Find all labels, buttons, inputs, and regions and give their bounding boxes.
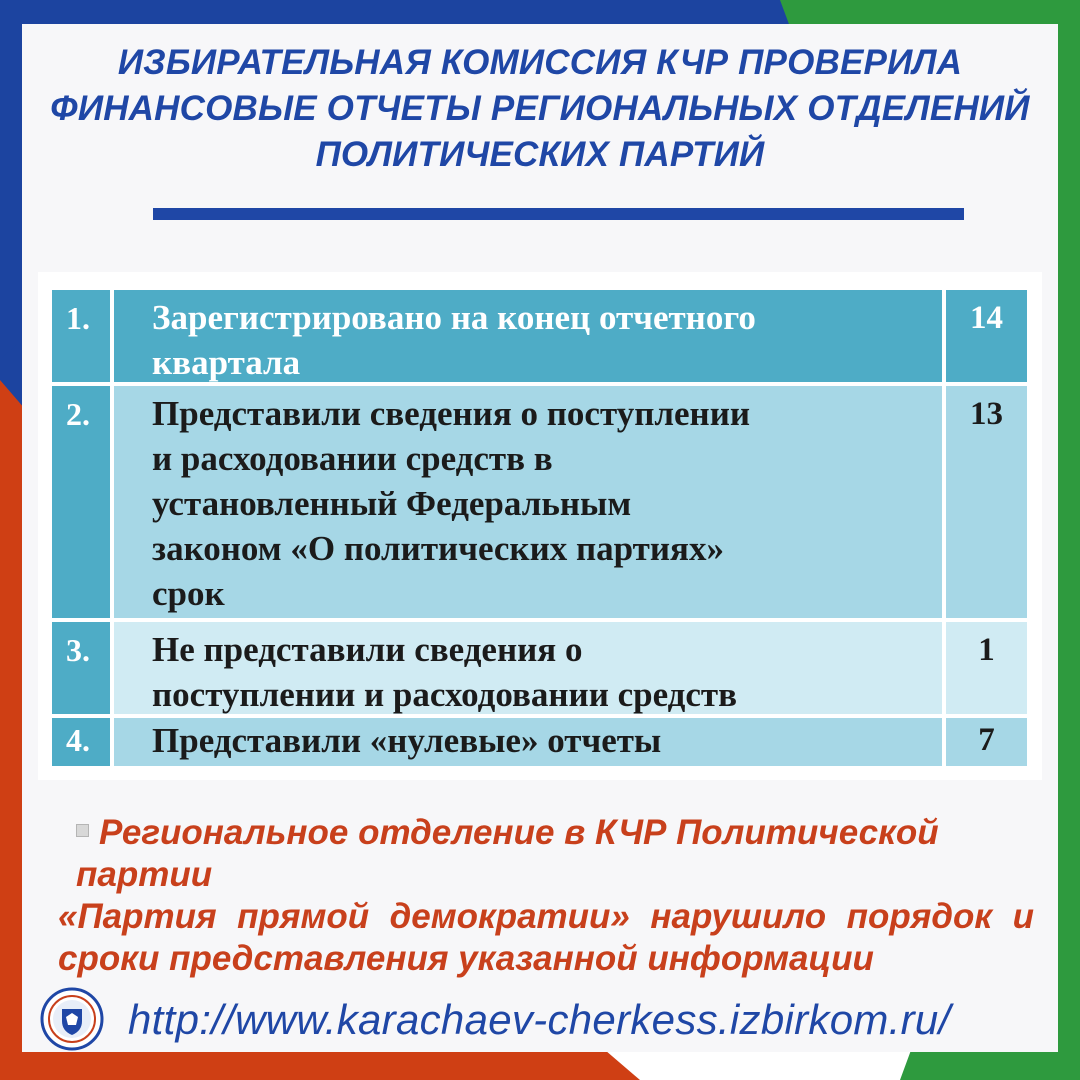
row-number-cell bbox=[52, 718, 110, 766]
website-link[interactable]: http://www.karachaev-cherkess.izbirkom.ru/ bbox=[128, 996, 951, 1043]
title-line-2: ФИНАНСОВЫЕ ОТЧЕТЫ РЕГИОНАЛЬНЫХ ОТДЕЛЕНИЙ bbox=[50, 89, 1030, 128]
row-number: 1. bbox=[66, 300, 90, 336]
row-number-cell bbox=[52, 622, 110, 714]
row-value-cell bbox=[946, 622, 1027, 714]
table-row bbox=[52, 386, 1027, 618]
violation-note bbox=[58, 812, 1034, 980]
row-number-cell bbox=[52, 386, 110, 618]
row-text-line: и расходовании средств в bbox=[152, 439, 553, 478]
row-text-cell bbox=[114, 622, 942, 714]
row-text bbox=[114, 386, 942, 616]
row-text-line: поступлении и расходовании средств bbox=[152, 675, 738, 714]
row-text-line: Представили «нулевые» отчеты bbox=[152, 721, 662, 760]
row-text-line: законом «О политических партиях» bbox=[152, 529, 724, 568]
table-row bbox=[52, 622, 1027, 714]
row-value-cell bbox=[946, 718, 1027, 766]
note-line-2: «Партия прямой демократии» нарушило порядок и bbox=[58, 897, 1034, 936]
table-row bbox=[52, 718, 1027, 766]
row-number: 3. bbox=[66, 632, 90, 668]
row-text-line: срок bbox=[152, 574, 225, 613]
row-number-cell bbox=[52, 290, 110, 382]
table-row bbox=[52, 290, 1027, 382]
row-value-cell bbox=[946, 386, 1027, 618]
row-text-cell bbox=[114, 290, 942, 382]
row-value: 14 bbox=[970, 300, 1003, 336]
title-line-1: ИЗБИРАТЕЛЬНАЯ КОМИССИЯ КЧР ПРОВЕРИЛА bbox=[117, 43, 963, 82]
row-text bbox=[114, 718, 942, 763]
bullet-icon bbox=[76, 824, 89, 837]
row-text-line: Не представили сведения о bbox=[152, 630, 583, 669]
row-text-line: квартала bbox=[152, 343, 301, 382]
note-line-3: сроки представления указанной информации bbox=[58, 939, 874, 978]
row-text-line: Представили сведения о поступлении bbox=[152, 394, 751, 433]
note-line-1-text: Региональное отделение в КЧР Политической партии bbox=[76, 813, 939, 894]
row-value: 1 bbox=[978, 632, 995, 668]
title-line-3: ПОЛИТИЧЕСКИХ ПАРТИЙ bbox=[315, 135, 765, 174]
row-text-line: установленный Федеральным bbox=[152, 484, 632, 523]
title-underline bbox=[153, 208, 964, 220]
row-text bbox=[114, 622, 942, 717]
row-number: 4. bbox=[66, 722, 90, 758]
row-text bbox=[114, 290, 942, 385]
page-title bbox=[40, 40, 1040, 178]
row-number: 2. bbox=[66, 396, 90, 432]
election-commission-emblem-icon bbox=[40, 987, 104, 1051]
row-value: 13 bbox=[970, 396, 1003, 432]
row-text-line: Зарегистрировано на конец отчетного bbox=[152, 298, 756, 337]
row-value-cell bbox=[946, 290, 1027, 382]
note-line-1 bbox=[58, 812, 1034, 896]
row-value: 7 bbox=[978, 722, 995, 758]
row-text-cell bbox=[114, 718, 942, 766]
row-text-cell bbox=[114, 386, 942, 618]
